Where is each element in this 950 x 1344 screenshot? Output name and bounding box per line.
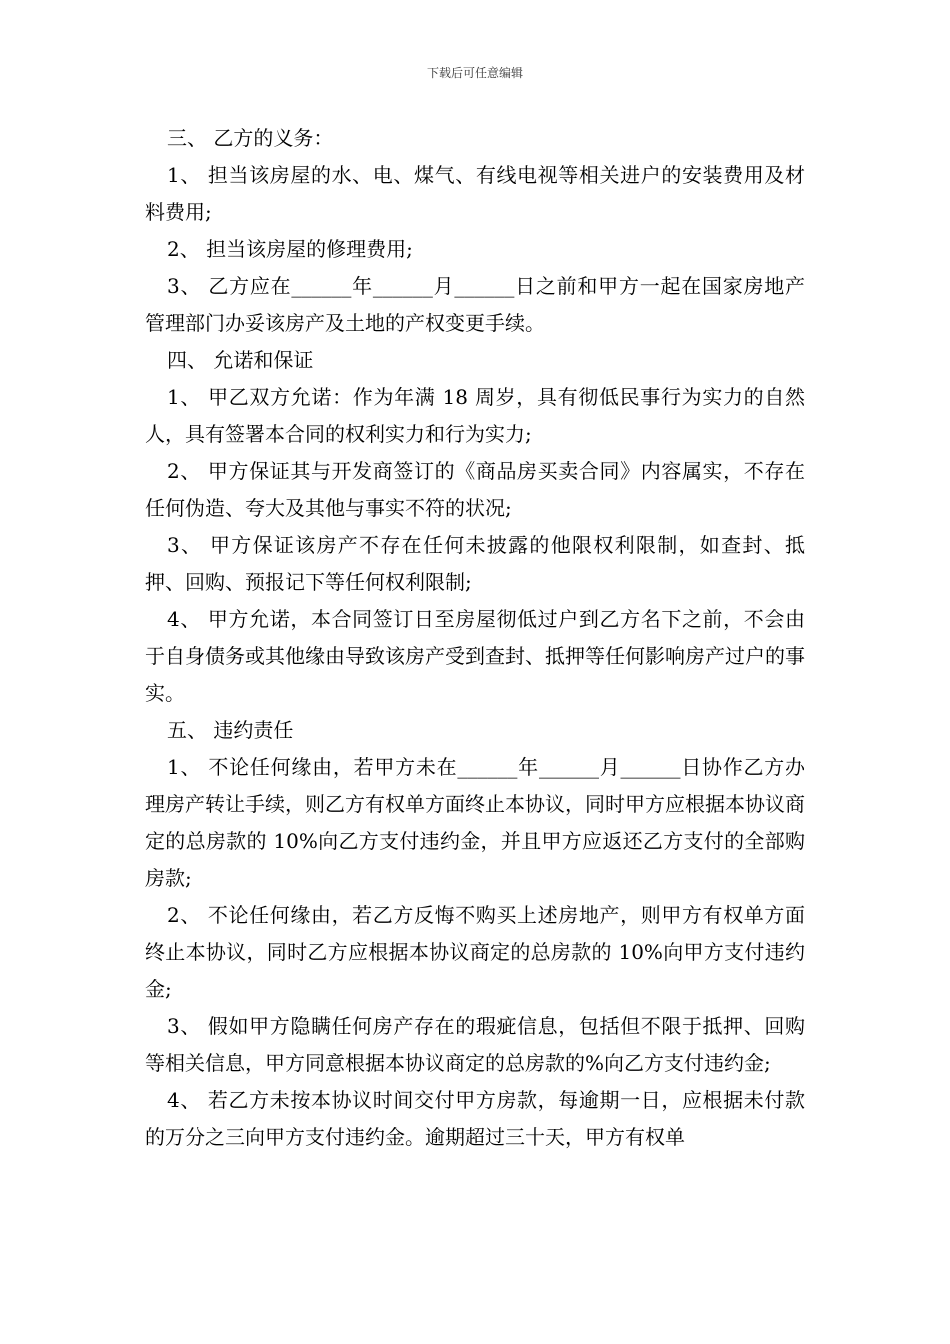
- paragraph: 2、 不论任何缘由，若乙方反悔不购买上述房地产，则甲方有权单方面终止本协议，同时乙方应根据本协议商定的总房款的 10%向甲方支付违约金;: [145, 903, 805, 1001]
- paragraph: 2、 甲方保证其与开发商签订的《商品房买卖合同》内容属实，不存在任何伪造、夸大及其他与事实不符的状况;: [145, 459, 805, 520]
- paragraph: 4、 甲方允诺，本合同签订日至房屋彻低过户到乙方名下之前，不会由于自身债务或其他缘由导致该房产受到查封、抵押等任何影响房产过户的事实。: [145, 607, 805, 705]
- page-header: 下载后可任意编辑: [426, 66, 523, 80]
- section-heading-guarantee: 四、 允诺和保证: [167, 348, 314, 372]
- paragraph: 4、 若乙方未按本协议时间交付甲方房款，每逾期一日，应根据未付款的万分之三向甲方支付违约金。逾期超过三十天，甲方有权单: [145, 1088, 805, 1149]
- paragraph: 1、 不论任何缘由，若甲方未在______年______月______日协作乙方办理房产转让手续，则乙方有权单方面终止本协议，同时甲方应根据本协议商定的总房款的 10%向乙方支付违约金，并且甲方应返还乙方支付的全部购房款;: [145, 755, 805, 890]
- paragraph: 1、 甲乙双方允诺：作为年满 18 周岁，具有彻低民事行为实力的自然人，具有签署本合同的权利实力和行为实力;: [145, 385, 805, 446]
- paragraph: 3、 甲方保证该房产不存在任何未披露的他限权利限制，如查封、抵押、回购、预报记下等任何权利限制;: [145, 533, 805, 594]
- paragraph: 2、 担当该房屋的修理费用;: [167, 237, 413, 261]
- paragraph: 3、 乙方应在______年______月______日之前和甲方一起在国家房地产管理部门办妥该房产及土地的产权变更手续。: [145, 274, 805, 335]
- paragraph: 1、 担当该房屋的水、电、煤气、有线电视等相关进户的安装费用及材料费用;: [145, 163, 805, 224]
- document-body: [145, 120, 805, 1156]
- section-heading-obligations: 三、 乙方的义务：: [167, 126, 334, 150]
- section-heading-liability: 五、 违约责任: [167, 718, 294, 742]
- paragraph: 3、 假如甲方隐瞒任何房产存在的瑕疵信息，包括但不限于抵押、回购等相关信息，甲方同意根据本协议商定的总房款的%向乙方支付违约金;: [145, 1014, 805, 1075]
